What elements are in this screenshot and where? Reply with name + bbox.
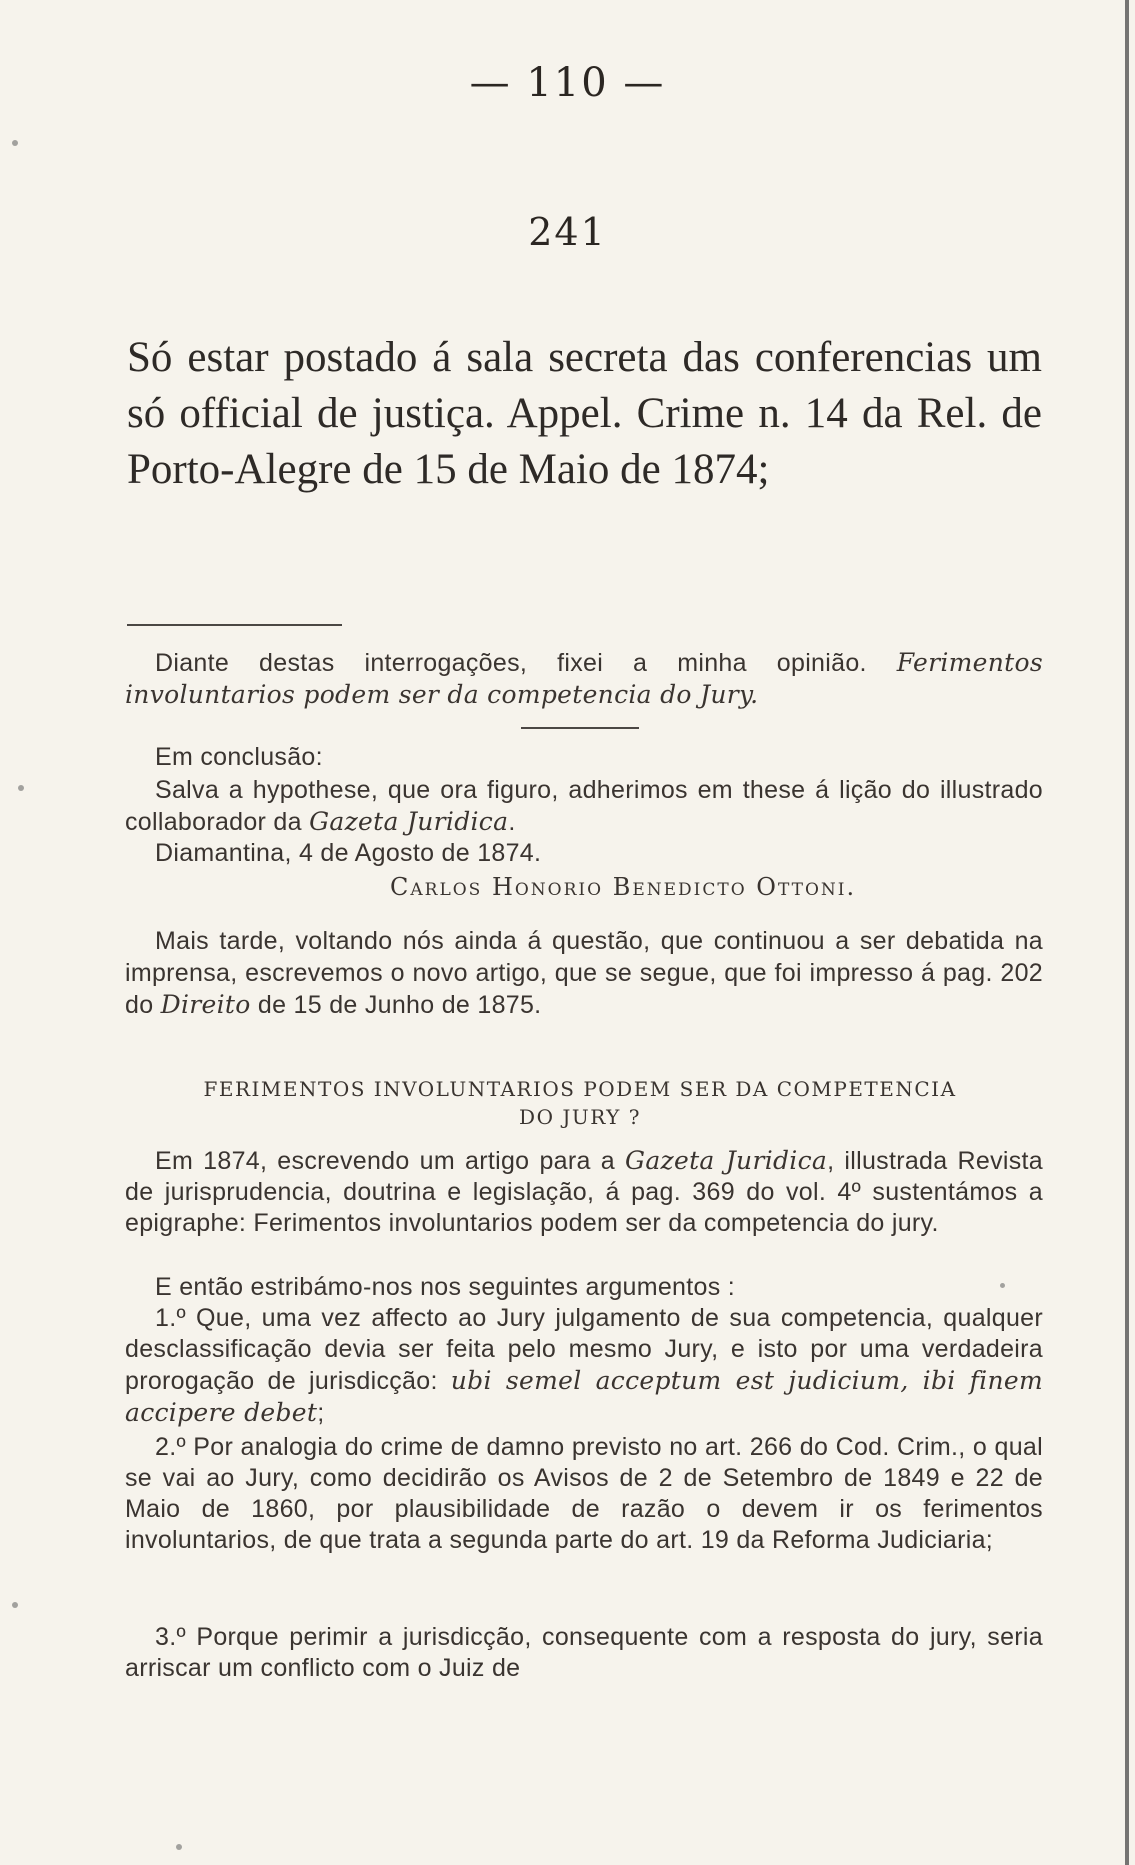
later-paragraph xyxy=(125,925,1043,1021)
conclusion-italic: Gazeta Juridica xyxy=(309,807,509,836)
argument-2: 2.º Por analogia do crime de damno previsto no art. 266 do Cod. Crim., o qual se vai ao Jury, como decidirão os Avisos de 2 de Setembro de 1849 e 22 de Maio de 1860, por plausibilidade de razão o devem ir os ferimentos involuntarios, de que trata a segunda parte do art. 19 da Reforma Judiciaria; xyxy=(125,1433,1043,1554)
conclusion-text: Salva a hypothese, que ora figuro, adherimos em these á lição do illustrado collaborador da xyxy=(125,776,1043,836)
later-text-end: de 15 de Junho de 1875. xyxy=(250,991,542,1019)
conclusion-paragraph xyxy=(125,775,1043,838)
section-title-line2: DO JURY ? xyxy=(519,1105,641,1129)
entry-number: 241 xyxy=(528,210,607,254)
opinion-paragraph xyxy=(125,647,1043,711)
opinion-italic: Ferimentos involuntarios podem ser da competencia do Jury. xyxy=(125,648,1043,709)
argument-1-italic: ubi semel acceptum est judicium, ibi finem accipere debet xyxy=(125,1366,1043,1427)
argument-1-end: ; xyxy=(317,1399,325,1427)
separator-rule xyxy=(127,624,342,626)
section-title-line1: FERIMENTOS INVOLUNTARIOS PODEM SER DA COMPETENCIA xyxy=(203,1077,957,1101)
article-paragraph-1 xyxy=(125,1145,1043,1239)
conclusion-label: Em conclusão: xyxy=(155,743,323,771)
argument-3: 3.º Porque perimir a jurisdicção, consequente com a resposta do jury, seria arriscar um conflicto com o Juiz de xyxy=(125,1623,1043,1682)
article-p1-rest: , illustrada Revista de jurisprudencia, doutrina e legislação, á pag. 369 do vol. 4º sustentámos a epigraphe: Ferimentos involuntarios podem ser da competencia do jury. xyxy=(125,1147,1043,1237)
entry-heading: Só estar postado á sala secreta das conferencias um só official de justiça. Appel. Crime n. 14 da Rel. de Porto-Alegre de 15 de Maio de 1874; xyxy=(127,334,1042,493)
later-italic: Direito xyxy=(160,990,251,1019)
signature: Carlos Honorio Benedicto Ottoni. xyxy=(390,873,857,901)
argument-1-text: 1.º Que, uma vez affecto ao Jury julgamento de sua competencia, qualquer desclassificação devia ser feita pelo mesmo Jury, e isto por uma verdadeira prorogação de jurisdicção: xyxy=(125,1304,1043,1395)
section-title xyxy=(160,1075,1000,1131)
page-edge-shadow xyxy=(1125,0,1129,1865)
margin-speck xyxy=(12,1602,18,1608)
separator-rule-short xyxy=(521,727,639,729)
argument-1 xyxy=(125,1303,1043,1429)
place-date: Diamantina, 4 de Agosto de 1874. xyxy=(155,839,542,867)
margin-speck xyxy=(12,140,18,146)
article-paragraph-2: E então estribámo-nos nos seguintes argumentos : xyxy=(155,1273,735,1301)
conclusion-end: . xyxy=(508,808,516,836)
article-p1-italic: Gazeta Juridica xyxy=(625,1146,828,1175)
margin-speck xyxy=(176,1844,182,1850)
later-text: Mais tarde, voltando nós ainda á questão, que continuou a ser debatida na imprensa, escrevemos o novo artigo, que se segue, que foi impresso á pag. 202 do xyxy=(125,927,1043,1019)
margin-speck xyxy=(18,785,24,791)
page-number: — 110 — xyxy=(469,60,666,106)
opinion-text: Diante destas interrogações, fixei a minha opinião. xyxy=(155,649,897,677)
article-p1-text: Em 1874, escrevendo um artigo para a xyxy=(155,1147,626,1175)
